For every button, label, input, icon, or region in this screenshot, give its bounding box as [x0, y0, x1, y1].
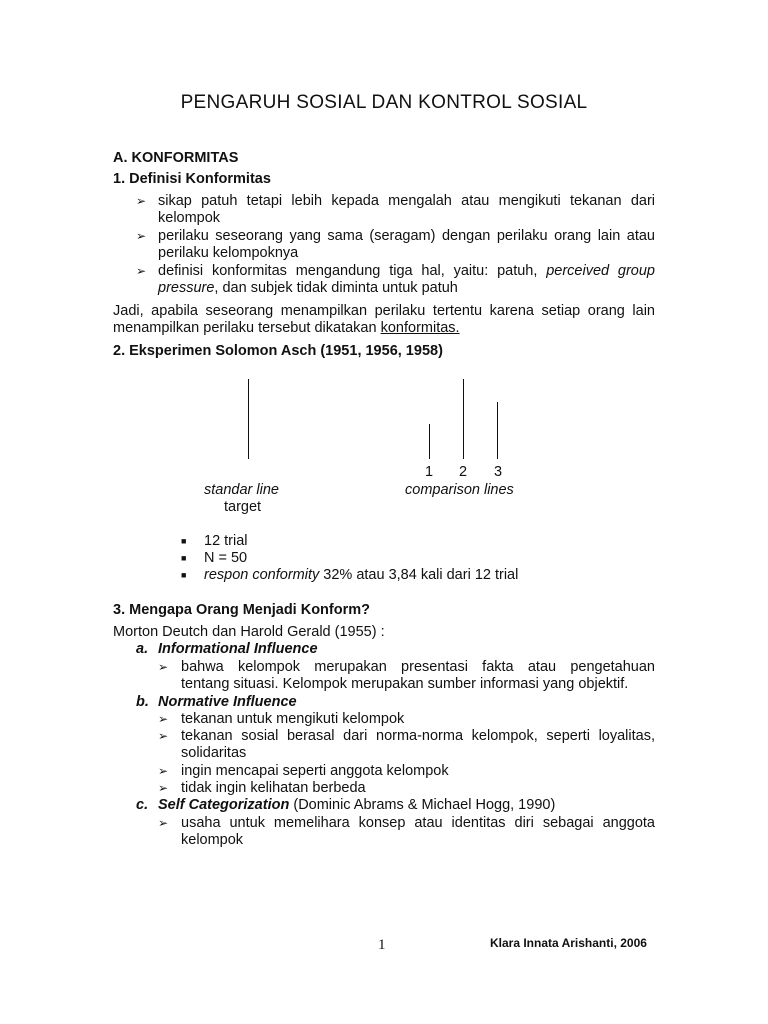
comparison-line-2 — [463, 379, 464, 459]
square-bullet-icon: ■ — [181, 553, 187, 563]
asch-bullet-trials: 12 trial — [204, 533, 248, 549]
comparison-line-1 — [429, 424, 430, 459]
square-bullet-icon: ■ — [181, 536, 187, 546]
page-number: 1 — [378, 937, 386, 953]
why-intro: Morton Deutch dan Harold Gerald (1955) : — [113, 624, 385, 640]
definition-bullet-1-line2: kelompok — [158, 210, 221, 226]
item-b-bullet-1: tekanan untuk mengikuti kelompok — [181, 711, 405, 727]
section-a-heading: A. KONFORMITAS — [113, 150, 239, 166]
definition-bullet-3-line2: pressure, dan subjek tidak diminta untuk patuh — [158, 280, 458, 296]
item-b-bullet-2-line2: solidaritas — [181, 745, 247, 761]
item-c-label: c. — [136, 797, 149, 813]
arrow-bullet-icon: ➢ — [136, 194, 147, 208]
item-b-title: Normative Influence — [158, 694, 297, 710]
item-b-bullet-3: ingin mencapai seperti anggota kelompok — [181, 763, 449, 779]
standard-line-caption: standar line — [204, 482, 279, 498]
item-a-bullet-1-line2: tentang situasi. Kelompok merupakan sumber informasi yang objektif. — [181, 676, 629, 692]
arrow-bullet-icon: ➢ — [158, 712, 169, 726]
item-a-bullet-1-line1: bahwa kelompok merupakan presentasi fakta atau pengetahuan — [181, 659, 655, 675]
item-a-label: a. — [136, 641, 149, 657]
definition-bullet-2-line1: perilaku seseorang yang sama (seragam) dengan perilaku orang lain atau — [158, 228, 655, 244]
arrow-bullet-icon: ➢ — [136, 264, 147, 278]
arrow-bullet-icon: ➢ — [158, 816, 169, 830]
item-c-title-line: Self Categorization (Dominic Abrams & Michael Hogg, 1990) — [158, 797, 556, 813]
arrow-bullet-icon: ➢ — [158, 660, 169, 674]
arrow-bullet-icon: ➢ — [158, 729, 169, 743]
arrow-bullet-icon: ➢ — [136, 229, 147, 243]
item-c-bullet-1-line1: usaha untuk memelihara konsep atau identitas diri sebagai anggota — [181, 815, 655, 831]
asch-heading: 2. Eksperimen Solomon Asch (1951, 1956, 1958) — [113, 343, 443, 359]
item-b-bullet-2-line1: tekanan sosial berasal dari norma-norma kelompok, seperti loyalitas, — [181, 728, 655, 744]
definition-heading: 1. Definisi Konformitas — [113, 171, 271, 187]
comparison-label-3: 3 — [494, 464, 503, 480]
footer-author: Klara Innata Arishanti, 2006 — [490, 936, 647, 950]
conclusion-line2: menampilkan perilaku tersebut dikatakan konformitas. — [113, 320, 460, 336]
definition-bullet-3-line1: definisi konformitas mengandung tiga hal, yaitu: patuh, perceived group — [158, 263, 655, 279]
comparison-lines-caption: comparison lines — [405, 482, 514, 498]
comparison-line-3 — [497, 402, 498, 459]
item-c-bullet-1-line2: kelompok — [181, 832, 244, 848]
definition-bullet-1-line1: sikap patuh tetapi lebih kepada mengalah atau mengikuti tekanan dari — [158, 193, 655, 209]
asch-bullet-n: N = 50 — [204, 550, 248, 566]
page-title: PENGARUH SOSIAL DAN KONTROL SOSIAL — [180, 92, 588, 113]
conclusion-line1: Jadi, apabila seseorang menampilkan perilaku tertentu karena setiap orang lain — [113, 303, 655, 319]
standard-line — [248, 379, 249, 459]
square-bullet-icon: ■ — [181, 570, 187, 580]
item-b-label: b. — [136, 694, 149, 710]
comparison-label-2: 2 — [459, 464, 468, 480]
arrow-bullet-icon: ➢ — [158, 764, 169, 778]
arrow-bullet-icon: ➢ — [158, 781, 169, 795]
asch-bullet-conformity: respon conformity 32% atau 3,84 kali dari 12 trial — [204, 567, 519, 583]
comparison-label-1: 1 — [425, 464, 434, 480]
item-b-bullet-4: tidak ingin kelihatan berbeda — [181, 780, 366, 796]
why-heading: 3. Mengapa Orang Menjadi Konform? — [113, 602, 370, 618]
definition-bullet-2-line2: perilaku kelompoknya — [158, 245, 299, 261]
item-a-title: Informational Influence — [158, 641, 318, 657]
target-caption: target — [224, 499, 262, 515]
